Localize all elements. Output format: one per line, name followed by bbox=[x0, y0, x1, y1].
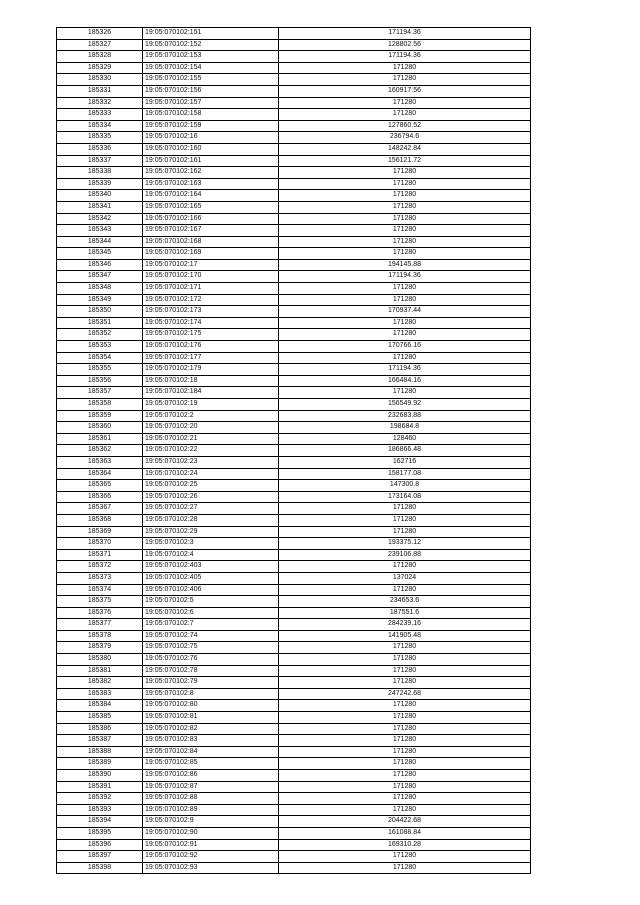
value-cell: 187551.6 bbox=[279, 607, 531, 619]
value-cell: 171280 bbox=[279, 283, 531, 295]
record-id-cell: 185350 bbox=[57, 306, 143, 318]
record-id-cell: 185385 bbox=[57, 712, 143, 724]
value-cell: 171280 bbox=[279, 735, 531, 747]
record-id-cell: 185375 bbox=[57, 596, 143, 608]
record-id-cell: 185335 bbox=[57, 132, 143, 144]
value-cell: 169310.28 bbox=[279, 839, 531, 851]
record-id-cell: 185351 bbox=[57, 317, 143, 329]
value-cell: 171280 bbox=[279, 62, 531, 74]
record-id-cell: 185334 bbox=[57, 120, 143, 132]
value-cell: 137024 bbox=[279, 572, 531, 584]
record-id-cell: 185360 bbox=[57, 422, 143, 434]
cadastral-number-cell: 19:05:070102:23 bbox=[143, 456, 279, 468]
cadastral-number-cell: 19:05:070102:164 bbox=[143, 190, 279, 202]
record-id-cell: 185348 bbox=[57, 283, 143, 295]
value-cell: 171280 bbox=[279, 526, 531, 538]
cadastral-number-cell: 19:05:070102:79 bbox=[143, 677, 279, 689]
value-cell: 147300.8 bbox=[279, 480, 531, 492]
cadastral-number-cell: 19:05:070102:9 bbox=[143, 816, 279, 828]
record-id-cell: 185361 bbox=[57, 433, 143, 445]
value-cell: 158177.08 bbox=[279, 468, 531, 480]
table-row bbox=[57, 259, 531, 271]
value-cell: 170766.16 bbox=[279, 341, 531, 353]
table-row bbox=[57, 143, 531, 155]
record-id-cell: 185326 bbox=[57, 28, 143, 40]
table-row bbox=[57, 225, 531, 237]
cadastral-number-cell: 19:05:070102:91 bbox=[143, 839, 279, 851]
cadastral-number-cell: 19:05:070102:28 bbox=[143, 514, 279, 526]
value-cell: 128460 bbox=[279, 433, 531, 445]
value-cell: 166484.16 bbox=[279, 375, 531, 387]
value-cell: 160917.56 bbox=[279, 85, 531, 97]
table-row bbox=[57, 549, 531, 561]
cadastral-number-cell: 19:05:070102:20 bbox=[143, 422, 279, 434]
table-row bbox=[57, 839, 531, 851]
table-row bbox=[57, 688, 531, 700]
record-id-cell: 185396 bbox=[57, 839, 143, 851]
value-cell: 171280 bbox=[279, 665, 531, 677]
record-id-cell: 185330 bbox=[57, 74, 143, 86]
value-cell: 156121.72 bbox=[279, 155, 531, 167]
value-cell: 186866.48 bbox=[279, 445, 531, 457]
cadastral-number-cell: 19:05:070102:16 bbox=[143, 132, 279, 144]
table-row bbox=[57, 62, 531, 74]
record-id-cell: 185376 bbox=[57, 607, 143, 619]
table-row bbox=[57, 781, 531, 793]
value-cell: 171280 bbox=[279, 642, 531, 654]
value-cell: 127860.52 bbox=[279, 120, 531, 132]
cadastral-number-cell: 19:05:070102:80 bbox=[143, 700, 279, 712]
record-id-cell: 185337 bbox=[57, 155, 143, 167]
value-cell: 171280 bbox=[279, 561, 531, 573]
value-cell: 171280 bbox=[279, 770, 531, 782]
table-row bbox=[57, 271, 531, 283]
cadastral-number-cell: 19:05:070102:85 bbox=[143, 758, 279, 770]
record-id-cell: 185332 bbox=[57, 97, 143, 109]
value-cell: 194145.88 bbox=[279, 259, 531, 271]
record-id-cell: 185336 bbox=[57, 143, 143, 155]
cadastral-number-cell: 19:05:070102:162 bbox=[143, 167, 279, 179]
table-row bbox=[57, 155, 531, 167]
record-id-cell: 185393 bbox=[57, 804, 143, 816]
record-id-cell: 185366 bbox=[57, 491, 143, 503]
table-row bbox=[57, 364, 531, 376]
record-id-cell: 185365 bbox=[57, 480, 143, 492]
table-row bbox=[57, 816, 531, 828]
value-cell: 171280 bbox=[279, 317, 531, 329]
cadastral-number-cell: 19:05:070102:25 bbox=[143, 480, 279, 492]
record-id-cell: 185353 bbox=[57, 341, 143, 353]
cadastral-number-cell: 19:05:070102:17 bbox=[143, 259, 279, 271]
value-cell: 234653.6 bbox=[279, 596, 531, 608]
record-id-cell: 185352 bbox=[57, 329, 143, 341]
record-id-cell: 185398 bbox=[57, 862, 143, 874]
record-id-cell: 185394 bbox=[57, 816, 143, 828]
cadastral-number-cell: 19:05:070102:86 bbox=[143, 770, 279, 782]
table-row bbox=[57, 596, 531, 608]
value-cell: 171280 bbox=[279, 584, 531, 596]
record-id-cell: 185395 bbox=[57, 827, 143, 839]
cadastral-number-cell: 19:05:070102:24 bbox=[143, 468, 279, 480]
table-row bbox=[57, 804, 531, 816]
table-row bbox=[57, 827, 531, 839]
record-id-cell: 185367 bbox=[57, 503, 143, 515]
record-id-cell: 185373 bbox=[57, 572, 143, 584]
record-id-cell: 185380 bbox=[57, 654, 143, 666]
record-id-cell: 185338 bbox=[57, 167, 143, 179]
cadastral-number-cell: 19:05:070102:155 bbox=[143, 74, 279, 86]
record-id-cell: 185388 bbox=[57, 746, 143, 758]
value-cell: 170937.44 bbox=[279, 306, 531, 318]
table-row bbox=[57, 456, 531, 468]
cadastral-number-cell: 19:05:070102:156 bbox=[143, 85, 279, 97]
table-row bbox=[57, 445, 531, 457]
table-row bbox=[57, 248, 531, 260]
cadastral-number-cell: 19:05:070102:184 bbox=[143, 387, 279, 399]
data-table-body bbox=[57, 28, 531, 874]
record-id-cell: 185372 bbox=[57, 561, 143, 573]
value-cell: 171280 bbox=[279, 109, 531, 121]
cadastral-number-cell: 19:05:070102:21 bbox=[143, 433, 279, 445]
table-row bbox=[57, 28, 531, 40]
value-cell: 171280 bbox=[279, 248, 531, 260]
cadastral-number-cell: 19:05:070102:22 bbox=[143, 445, 279, 457]
cadastral-number-cell: 19:05:070102:84 bbox=[143, 746, 279, 758]
record-id-cell: 185391 bbox=[57, 781, 143, 793]
table-row bbox=[57, 677, 531, 689]
value-cell: 171280 bbox=[279, 352, 531, 364]
record-id-cell: 185357 bbox=[57, 387, 143, 399]
cadastral-number-cell: 19:05:070102:7 bbox=[143, 619, 279, 631]
cadastral-number-cell: 19:05:070102:93 bbox=[143, 862, 279, 874]
cadastral-number-cell: 19:05:070102:74 bbox=[143, 630, 279, 642]
table-row bbox=[57, 723, 531, 735]
value-cell: 171280 bbox=[279, 712, 531, 724]
record-id-cell: 185379 bbox=[57, 642, 143, 654]
record-id-cell: 185382 bbox=[57, 677, 143, 689]
table-row bbox=[57, 561, 531, 573]
table-row bbox=[57, 491, 531, 503]
cadastral-number-cell: 19:05:070102:159 bbox=[143, 120, 279, 132]
value-cell: 232683.88 bbox=[279, 410, 531, 422]
cadastral-number-cell: 19:05:070102:82 bbox=[143, 723, 279, 735]
cadastral-number-cell: 19:05:070102:2 bbox=[143, 410, 279, 422]
table-row bbox=[57, 503, 531, 515]
record-id-cell: 185369 bbox=[57, 526, 143, 538]
table-row bbox=[57, 283, 531, 295]
table-row bbox=[57, 74, 531, 86]
value-cell: 171280 bbox=[279, 387, 531, 399]
record-id-cell: 185370 bbox=[57, 538, 143, 550]
cadastral-number-cell: 19:05:070102:19 bbox=[143, 399, 279, 411]
record-id-cell: 185384 bbox=[57, 700, 143, 712]
value-cell: 171280 bbox=[279, 723, 531, 735]
record-id-cell: 185349 bbox=[57, 294, 143, 306]
table-row bbox=[57, 851, 531, 863]
cadastral-number-cell: 19:05:070102:163 bbox=[143, 178, 279, 190]
table-row bbox=[57, 341, 531, 353]
record-id-cell: 185333 bbox=[57, 109, 143, 121]
record-id-cell: 185371 bbox=[57, 549, 143, 561]
record-id-cell: 185346 bbox=[57, 259, 143, 271]
cadastral-number-cell: 19:05:070102:167 bbox=[143, 225, 279, 237]
value-cell: 198684.8 bbox=[279, 422, 531, 434]
cadastral-number-cell: 19:05:070102:170 bbox=[143, 271, 279, 283]
cadastral-number-cell: 19:05:070102:152 bbox=[143, 39, 279, 51]
value-cell: 171280 bbox=[279, 225, 531, 237]
value-cell: 204422.68 bbox=[279, 816, 531, 828]
table-row bbox=[57, 352, 531, 364]
record-id-cell: 185354 bbox=[57, 352, 143, 364]
table-row bbox=[57, 109, 531, 121]
cadastral-number-cell: 19:05:070102:161 bbox=[143, 155, 279, 167]
table-row bbox=[57, 329, 531, 341]
cadastral-number-cell: 19:05:070102:157 bbox=[143, 97, 279, 109]
record-id-cell: 185383 bbox=[57, 688, 143, 700]
table-row bbox=[57, 862, 531, 874]
table-row bbox=[57, 132, 531, 144]
cadastral-number-cell: 19:05:070102:166 bbox=[143, 213, 279, 225]
cadastral-number-cell: 19:05:070102:154 bbox=[143, 62, 279, 74]
table-row bbox=[57, 97, 531, 109]
record-id-cell: 185362 bbox=[57, 445, 143, 457]
value-cell: 171280 bbox=[279, 74, 531, 86]
table-row bbox=[57, 410, 531, 422]
table-row bbox=[57, 317, 531, 329]
value-cell: 171280 bbox=[279, 97, 531, 109]
cadastral-number-cell: 19:05:070102:173 bbox=[143, 306, 279, 318]
record-id-cell: 185397 bbox=[57, 851, 143, 863]
record-id-cell: 185339 bbox=[57, 178, 143, 190]
record-id-cell: 185364 bbox=[57, 468, 143, 480]
value-cell: 171280 bbox=[279, 190, 531, 202]
value-cell: 161088.84 bbox=[279, 827, 531, 839]
cadastral-number-cell: 19:05:070102:171 bbox=[143, 283, 279, 295]
table-row bbox=[57, 306, 531, 318]
value-cell: 171280 bbox=[279, 213, 531, 225]
value-cell: 171194.36 bbox=[279, 364, 531, 376]
record-id-cell: 185368 bbox=[57, 514, 143, 526]
cadastral-number-cell: 19:05:070102:403 bbox=[143, 561, 279, 573]
table-row bbox=[57, 375, 531, 387]
record-id-cell: 185363 bbox=[57, 456, 143, 468]
cadastral-number-cell: 19:05:070102:29 bbox=[143, 526, 279, 538]
table-row bbox=[57, 85, 531, 97]
value-cell: 171280 bbox=[279, 201, 531, 213]
cadastral-number-cell: 19:05:070102:89 bbox=[143, 804, 279, 816]
value-cell: 156549.92 bbox=[279, 399, 531, 411]
table-row bbox=[57, 700, 531, 712]
record-id-cell: 185344 bbox=[57, 236, 143, 248]
table-row bbox=[57, 213, 531, 225]
value-cell: 171280 bbox=[279, 793, 531, 805]
value-cell: 171280 bbox=[279, 514, 531, 526]
record-id-cell: 185359 bbox=[57, 410, 143, 422]
table-row bbox=[57, 387, 531, 399]
value-cell: 171194.36 bbox=[279, 28, 531, 40]
table-row bbox=[57, 190, 531, 202]
table-row bbox=[57, 735, 531, 747]
record-id-cell: 185381 bbox=[57, 665, 143, 677]
table-row bbox=[57, 712, 531, 724]
table-row bbox=[57, 526, 531, 538]
cadastral-number-cell: 19:05:070102:406 bbox=[143, 584, 279, 596]
table-row bbox=[57, 51, 531, 63]
cadastral-number-cell: 19:05:070102:87 bbox=[143, 781, 279, 793]
record-id-cell: 185342 bbox=[57, 213, 143, 225]
value-cell: 171194.36 bbox=[279, 51, 531, 63]
cadastral-number-cell: 19:05:070102:92 bbox=[143, 851, 279, 863]
value-cell: 171280 bbox=[279, 167, 531, 179]
value-cell: 171280 bbox=[279, 503, 531, 515]
table-row bbox=[57, 619, 531, 631]
record-id-cell: 185392 bbox=[57, 793, 143, 805]
record-id-cell: 185374 bbox=[57, 584, 143, 596]
value-cell: 171280 bbox=[279, 677, 531, 689]
record-id-cell: 185387 bbox=[57, 735, 143, 747]
record-id-cell: 185390 bbox=[57, 770, 143, 782]
table-row bbox=[57, 167, 531, 179]
cadastral-number-cell: 19:05:070102:160 bbox=[143, 143, 279, 155]
cadastral-number-cell: 19:05:070102:175 bbox=[143, 329, 279, 341]
table-row bbox=[57, 178, 531, 190]
cadastral-number-cell: 19:05:070102:26 bbox=[143, 491, 279, 503]
record-id-cell: 185358 bbox=[57, 399, 143, 411]
value-cell: 141905.48 bbox=[279, 630, 531, 642]
cadastral-number-cell: 19:05:070102:4 bbox=[143, 549, 279, 561]
cadastral-number-cell: 19:05:070102:90 bbox=[143, 827, 279, 839]
cadastral-number-cell: 19:05:070102:78 bbox=[143, 665, 279, 677]
value-cell: 193375.12 bbox=[279, 538, 531, 550]
cadastral-number-cell: 19:05:070102:75 bbox=[143, 642, 279, 654]
value-cell: 247242.68 bbox=[279, 688, 531, 700]
table-row bbox=[57, 665, 531, 677]
value-cell: 171280 bbox=[279, 758, 531, 770]
cadastral-number-cell: 19:05:070102:81 bbox=[143, 712, 279, 724]
value-cell: 173164.08 bbox=[279, 491, 531, 503]
cadastral-number-cell: 19:05:070102:18 bbox=[143, 375, 279, 387]
table-row bbox=[57, 422, 531, 434]
record-id-cell: 185355 bbox=[57, 364, 143, 376]
value-cell: 171280 bbox=[279, 700, 531, 712]
value-cell: 171280 bbox=[279, 781, 531, 793]
table-row bbox=[57, 120, 531, 132]
value-cell: 284239.16 bbox=[279, 619, 531, 631]
cadastral-number-cell: 19:05:070102:405 bbox=[143, 572, 279, 584]
cadastral-number-cell: 19:05:070102:174 bbox=[143, 317, 279, 329]
record-id-cell: 185345 bbox=[57, 248, 143, 260]
value-cell: 128802.56 bbox=[279, 39, 531, 51]
record-id-cell: 185377 bbox=[57, 619, 143, 631]
cadastral-number-cell: 19:05:070102:83 bbox=[143, 735, 279, 747]
record-id-cell: 185340 bbox=[57, 190, 143, 202]
table-row bbox=[57, 630, 531, 642]
table-row bbox=[57, 514, 531, 526]
record-id-cell: 185327 bbox=[57, 39, 143, 51]
value-cell: 171280 bbox=[279, 851, 531, 863]
cadastral-number-cell: 19:05:070102:176 bbox=[143, 341, 279, 353]
cadastral-number-cell: 19:05:070102:5 bbox=[143, 596, 279, 608]
record-id-cell: 185329 bbox=[57, 62, 143, 74]
table-row bbox=[57, 399, 531, 411]
table-row bbox=[57, 793, 531, 805]
cadastral-number-cell: 19:05:070102:177 bbox=[143, 352, 279, 364]
value-cell: 239106.88 bbox=[279, 549, 531, 561]
cadastral-number-cell: 19:05:070102:151 bbox=[143, 28, 279, 40]
table-row bbox=[57, 607, 531, 619]
table-row bbox=[57, 746, 531, 758]
value-cell: 171280 bbox=[279, 294, 531, 306]
table-row bbox=[57, 654, 531, 666]
table-row bbox=[57, 572, 531, 584]
record-id-cell: 185331 bbox=[57, 85, 143, 97]
cadastral-number-cell: 19:05:070102:165 bbox=[143, 201, 279, 213]
cadastral-number-cell: 19:05:070102:179 bbox=[143, 364, 279, 376]
cadastral-number-cell: 19:05:070102:168 bbox=[143, 236, 279, 248]
record-id-cell: 185356 bbox=[57, 375, 143, 387]
value-cell: 162716 bbox=[279, 456, 531, 468]
table-row bbox=[57, 538, 531, 550]
value-cell: 171280 bbox=[279, 804, 531, 816]
table-row bbox=[57, 433, 531, 445]
table-row bbox=[57, 468, 531, 480]
table-row bbox=[57, 294, 531, 306]
record-id-cell: 185341 bbox=[57, 201, 143, 213]
value-cell: 171280 bbox=[279, 654, 531, 666]
value-cell: 171194.36 bbox=[279, 271, 531, 283]
table-row bbox=[57, 584, 531, 596]
table-row bbox=[57, 642, 531, 654]
cadastral-number-cell: 19:05:070102:6 bbox=[143, 607, 279, 619]
record-id-cell: 185328 bbox=[57, 51, 143, 63]
table-row bbox=[57, 770, 531, 782]
cadastral-number-cell: 19:05:070102:76 bbox=[143, 654, 279, 666]
table-row bbox=[57, 39, 531, 51]
value-cell: 171280 bbox=[279, 178, 531, 190]
data-table bbox=[56, 27, 531, 874]
cadastral-number-cell: 19:05:070102:172 bbox=[143, 294, 279, 306]
cadastral-number-cell: 19:05:070102:169 bbox=[143, 248, 279, 260]
cadastral-number-cell: 19:05:070102:153 bbox=[143, 51, 279, 63]
cadastral-number-cell: 19:05:070102:3 bbox=[143, 538, 279, 550]
value-cell: 171280 bbox=[279, 329, 531, 341]
record-id-cell: 185347 bbox=[57, 271, 143, 283]
record-id-cell: 185343 bbox=[57, 225, 143, 237]
cadastral-number-cell: 19:05:070102:27 bbox=[143, 503, 279, 515]
cadastral-number-cell: 19:05:070102:88 bbox=[143, 793, 279, 805]
record-id-cell: 185378 bbox=[57, 630, 143, 642]
record-id-cell: 185389 bbox=[57, 758, 143, 770]
value-cell: 171280 bbox=[279, 236, 531, 248]
table-row bbox=[57, 480, 531, 492]
cadastral-number-cell: 19:05:070102:158 bbox=[143, 109, 279, 121]
table-row bbox=[57, 236, 531, 248]
cadastral-number-cell: 19:05:070102:8 bbox=[143, 688, 279, 700]
value-cell: 171280 bbox=[279, 746, 531, 758]
table-row bbox=[57, 758, 531, 770]
table-row bbox=[57, 201, 531, 213]
value-cell: 236794.6 bbox=[279, 132, 531, 144]
value-cell: 171280 bbox=[279, 862, 531, 874]
value-cell: 148242.84 bbox=[279, 143, 531, 155]
record-id-cell: 185386 bbox=[57, 723, 143, 735]
